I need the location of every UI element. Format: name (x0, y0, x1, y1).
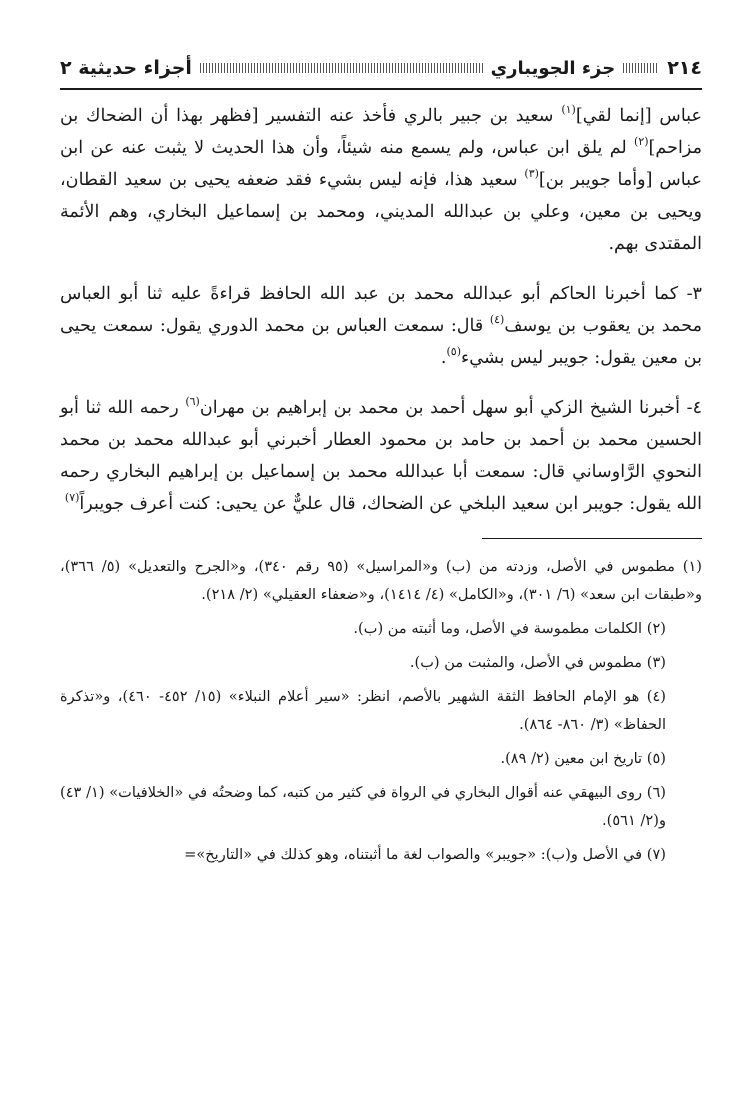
footnote-7: (٧) في الأصل و(ب): «جويبر» والصواب لغة ما أثبتناه، وهو كذلك في «التاريخ»= (184, 846, 666, 863)
header-book-title: أجزاء حديثية ٢ (60, 57, 192, 79)
text-run: . (440, 348, 447, 368)
footnote-ref-3: (٣) (524, 167, 539, 180)
header-center-title: جزء الجويباري (490, 57, 616, 79)
footnote-ref-1: (١) (561, 103, 576, 116)
footnote-3: (٣) مطموس في الأصل، والمثبت من (ب). (409, 654, 666, 671)
running-head (60, 48, 702, 90)
footnote-ref-7: (٧) (64, 491, 80, 504)
footnote-5: (٥) تاريخ ابن معين (٢/ ٨٩). (500, 750, 666, 767)
footnote-ref-6: (٦) (185, 395, 200, 408)
footnote-ref-5: (٥) (446, 345, 462, 358)
footnote-separator (482, 538, 702, 539)
text-run: قال: سمعت العباس بن محمد الدوري يقول: سمعت يحيى بن معين يقول: جويبر ليس بشيء (60, 316, 702, 368)
footnote-6: (٦) روى البيهقي عنه أقوال البخاري في الرواة في كثير من كتبه، كما وضحتُه في «الخلافيات» (١/ ٤٣) و(٢/ ٥٦١). (60, 784, 666, 829)
paragraph-3 (60, 392, 702, 520)
book-page (60, 48, 702, 875)
text-run: سعيد بن جبير بالري فأخذ عنه التفسير [فظهر بهذا أن الضحاك بن مزاحم] (60, 106, 702, 158)
paragraph-2 (60, 278, 702, 374)
footnote-ref-4: (٤) (489, 313, 505, 326)
main-text (60, 100, 702, 520)
footnote-4: (٤) هو الإمام الحافظ الثقة الشهير بالأصم، انظر: «سير أعلام النبلاء» (١٥/ ٤٥٢- ٤٦٠)، و«تذكرة الحفاظ» (٣/ ٨٦٠- ٨٦٤). (60, 688, 666, 733)
header-ornament-right (200, 63, 483, 73)
text-run: ٣- كما أخبرنا الحاكم أبو عبدالله محمد بن عبد الله الحافظ قراءةً عليه ثنا أبو العباس محمد بن يعقوب بن يوسف (60, 284, 702, 336)
paragraph-1 (60, 100, 702, 260)
footnote-ref-2: (٢) (634, 135, 649, 148)
footnotes (60, 553, 702, 869)
page-number: ٢١٤ (667, 57, 702, 79)
text-run: سعيد هذا، فإنه ليس بشيء فقد ضعفه يحيى بن سعيد القطان، ويحيى بن معين، وعلي بن عبدالله المديني، ومحمد بن إسماعيل البخاري، وهم الأئمة المقتدى بهم. (60, 170, 702, 254)
footnote-2: (٢) الكلمات مطموسة في الأصل، وما أثبته من (ب). (353, 620, 666, 637)
footnote-1: (١) مطموس في الأصل، وزدته من (ب) و«المراسيل» (٩٥ رقم ٣٤٠)، و«الجرح والتعديل» (٥/ ٣٦٦)، و«طبقات ابن سعد» (٦/ ٣٠١)، و«الكامل» (٤/ ١٤١٤)، و«ضعفاء العقيلي» (٢/ ٢١٨). (60, 558, 702, 603)
text-run: ٤- أخبرنا الشيخ الزكي أبو سهل أحمد بن محمد بن إبراهيم بن مهران (199, 398, 703, 418)
text-run: لم يلق ابن عباس، ولم يسمع منه شيئاً، وأن هذا الحديث لا يثبت عنه عن ابن عباس [وأما جويبر بن] (60, 138, 702, 190)
text-run: عباس [إنما لقي] (575, 106, 702, 126)
text-run: رحمه الله ثنا أبو الحسين محمد بن أحمد بن حامد بن محمود العطار أخبرني أبو عبدالله محمد بن محمد النحوي الرَّاوساني قال: سمعت أبا عبدالله محمد بن إسماعيل بن إبراهيم البخاري رحمه الله يقول: جويبر ابن سعيد البلخي عن الضحاك، قال عليٌّ عن يحيى: كنت أعرف جويبراً (60, 398, 702, 514)
header-ornament-left (623, 63, 659, 73)
